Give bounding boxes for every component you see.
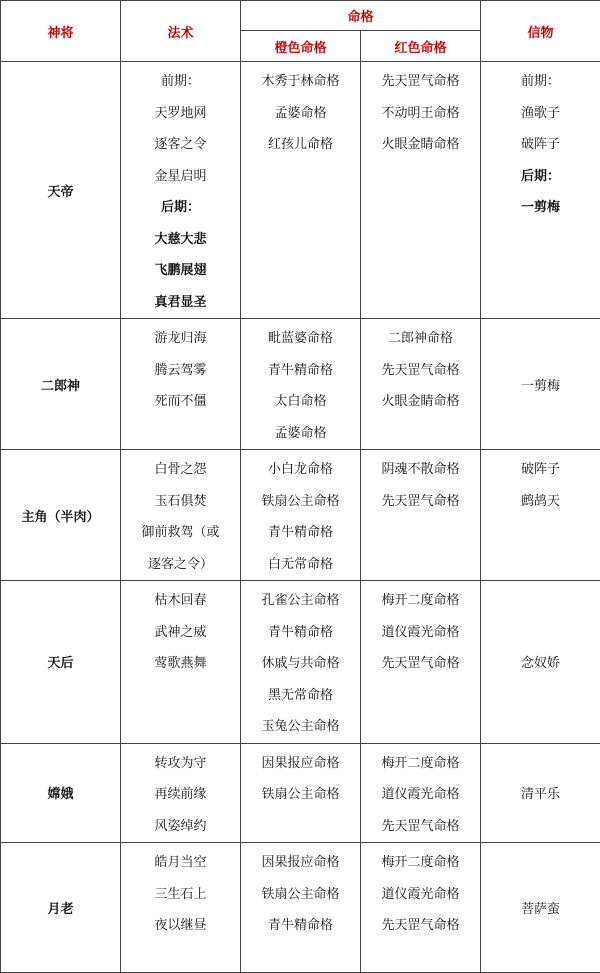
spell-cell — [121, 843, 241, 973]
red-fate-item: 不动明王命格 — [361, 98, 480, 130]
spell-item: 夜以继昼 — [121, 910, 240, 942]
orange-fate-item: 青牛精命格 — [241, 517, 360, 549]
relic-item: 后期： — [481, 161, 600, 193]
red-fate-item: 道仪霞光命格 — [361, 617, 480, 649]
spell-item: 真君显圣 — [121, 287, 240, 319]
spell-item: 游龙归海 — [121, 323, 240, 355]
red-fate-cell — [361, 319, 481, 450]
red-fate-item: 阴魂不散命格 — [361, 454, 480, 486]
spell-cell — [121, 743, 241, 843]
red-fate-item: 道仪霞光命格 — [361, 779, 480, 811]
relic-item: 渔歌子 — [481, 98, 600, 130]
red-fate-item: 先天罡气命格 — [361, 486, 480, 518]
spell-item: 莺歌燕舞 — [121, 648, 240, 680]
god-name: 嫦娥 — [1, 743, 121, 843]
spell-cell — [121, 319, 241, 450]
header-orange-fate: 橙色命格 — [241, 31, 361, 62]
spell-item: 皓月当空 — [121, 847, 240, 879]
red-fate-item: 梅开二度命格 — [361, 585, 480, 617]
table-row — [1, 62, 600, 319]
red-fate-cell — [361, 843, 481, 973]
table-row — [1, 319, 600, 450]
spell-item: 死而不僵 — [121, 386, 240, 418]
spell-item: 后期： — [121, 192, 240, 224]
orange-fate-item: 黑无常命格 — [241, 680, 360, 712]
red-fate-item: 先天罡气命格 — [361, 648, 480, 680]
red-fate-cell — [361, 450, 481, 581]
relic-item: 一剪梅 — [521, 379, 560, 394]
relic-item: 清平乐 — [521, 787, 560, 802]
spell-item: 御前救驾（或 — [121, 517, 240, 549]
god-name: 主角（半肉） — [1, 450, 121, 581]
orange-fate-item: 因果报应命格 — [241, 847, 360, 879]
spell-cell — [121, 62, 241, 319]
orange-fate-item: 因果报应命格 — [241, 748, 360, 780]
table-row — [1, 450, 600, 581]
spell-item: 再续前缘 — [121, 779, 240, 811]
header-spell: 法术 — [121, 1, 241, 62]
red-fate-item: 火眼金睛命格 — [361, 129, 480, 161]
relic-item: 破阵子 — [481, 129, 600, 161]
spell-item: 武神之威 — [121, 617, 240, 649]
red-fate-item: 先天罡气命格 — [361, 66, 480, 98]
orange-fate-item: 玉兔公主命格 — [241, 711, 360, 743]
orange-fate-item: 木秀于林命格 — [241, 66, 360, 98]
relic-item: 破阵子 — [481, 454, 600, 486]
orange-fate-cell — [241, 843, 361, 973]
table-row — [1, 843, 600, 973]
spell-item: 飞鹏展翅 — [121, 255, 240, 287]
red-fate-cell — [361, 62, 481, 319]
relic-cell — [481, 843, 600, 973]
header-red-fate: 红色命格 — [361, 31, 481, 62]
red-fate-item: 先天罡气命格 — [361, 910, 480, 942]
relic-item: 鹧鸪天 — [481, 486, 600, 518]
table-body — [1, 62, 600, 973]
god-name: 天帝 — [1, 62, 121, 319]
god-name: 月老 — [1, 843, 121, 973]
red-fate-item: 梅开二度命格 — [361, 847, 480, 879]
spell-cell — [121, 450, 241, 581]
red-fate-cell — [361, 581, 481, 744]
spell-item: 三生石上 — [121, 879, 240, 911]
spell-item: 风姿绰约 — [121, 811, 240, 843]
header-relic: 信物 — [481, 1, 600, 62]
orange-fate-item: 铁扇公主命格 — [241, 486, 360, 518]
red-fate-item: 先天罡气命格 — [361, 811, 480, 843]
red-fate-cell — [361, 743, 481, 843]
table-row — [1, 743, 600, 843]
relic-cell — [481, 319, 600, 450]
spell-cell — [121, 581, 241, 744]
relic-cell — [481, 62, 600, 319]
header-god: 神将 — [1, 1, 121, 62]
spell-item: 枯木回春 — [121, 585, 240, 617]
orange-fate-cell — [241, 450, 361, 581]
header-fate: 命格 — [241, 1, 481, 31]
red-fate-item: 火眼金睛命格 — [361, 386, 480, 418]
orange-fate-cell — [241, 62, 361, 319]
orange-fate-item: 毗蓝婆命格 — [241, 323, 360, 355]
red-fate-item: 道仪霞光命格 — [361, 879, 480, 911]
orange-fate-cell — [241, 319, 361, 450]
relic-item: 前期： — [481, 66, 600, 98]
orange-fate-cell — [241, 743, 361, 843]
relic-item: 念奴娇 — [521, 656, 560, 671]
spell-item: 天罗地网 — [121, 98, 240, 130]
orange-fate-item: 青牛精命格 — [241, 617, 360, 649]
orange-fate-item: 青牛精命格 — [241, 910, 360, 942]
orange-fate-item: 铁扇公主命格 — [241, 779, 360, 811]
orange-fate-item: 孟婆命格 — [241, 418, 360, 450]
orange-fate-item: 休戚与共命格 — [241, 648, 360, 680]
red-fate-item: 二郎神命格 — [361, 323, 480, 355]
spell-item: 逐客之令 — [121, 129, 240, 161]
spell-item: 金星启明 — [121, 161, 240, 193]
spell-item: 白骨之怨 — [121, 454, 240, 486]
relic-cell — [481, 743, 600, 843]
spell-item: 前期： — [121, 66, 240, 98]
table-row — [1, 581, 600, 744]
orange-fate-cell — [241, 581, 361, 744]
spell-item: 大慈大悲 — [121, 224, 240, 256]
orange-fate-item: 铁扇公主命格 — [241, 879, 360, 911]
orange-fate-item: 红孩儿命格 — [241, 129, 360, 161]
relic-item: 菩萨蛮 — [521, 902, 560, 917]
orange-fate-item: 孟婆命格 — [241, 98, 360, 130]
relic-item: 一剪梅 — [481, 192, 600, 224]
spell-item: 转攻为守 — [121, 748, 240, 780]
red-fate-item: 先天罡气命格 — [361, 355, 480, 387]
red-fate-item: 梅开二度命格 — [361, 748, 480, 780]
spell-item: 玉石俱焚 — [121, 486, 240, 518]
god-name: 二郎神 — [1, 319, 121, 450]
orange-fate-item: 小白龙命格 — [241, 454, 360, 486]
god-name: 天后 — [1, 581, 121, 744]
relic-cell — [481, 450, 600, 581]
orange-fate-item: 太白命格 — [241, 386, 360, 418]
spell-item: 腾云驾雾 — [121, 355, 240, 387]
relic-cell — [481, 581, 600, 744]
orange-fate-item: 白无常命格 — [241, 549, 360, 581]
orange-fate-item: 青牛精命格 — [241, 355, 360, 387]
orange-fate-item: 孔雀公主命格 — [241, 585, 360, 617]
spell-item: 逐客之令） — [121, 549, 240, 581]
